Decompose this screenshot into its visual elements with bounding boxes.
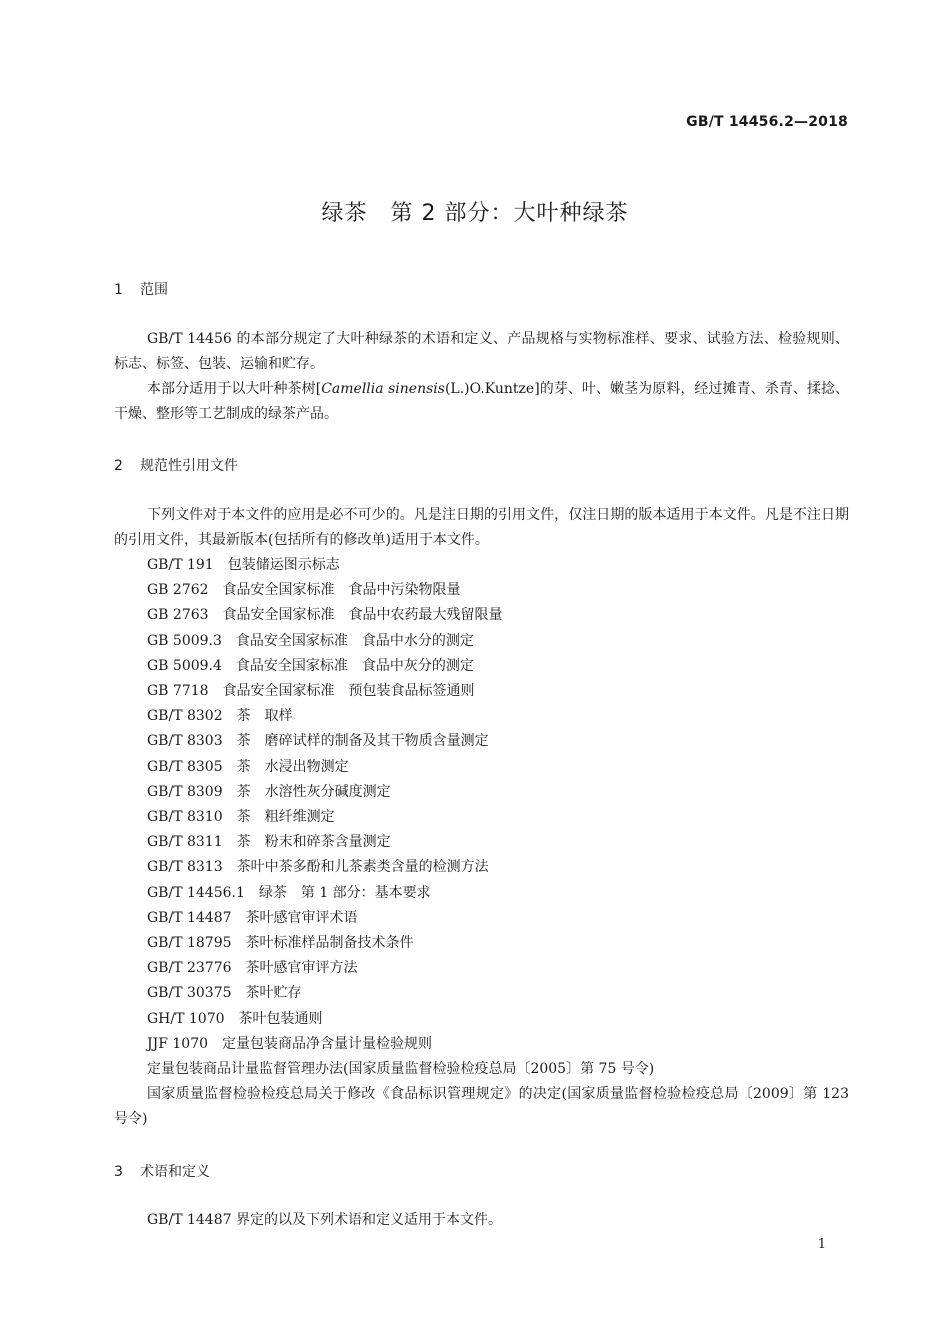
standard-code: GB/T 14456.2—2018 — [686, 114, 848, 130]
reference-item — [147, 855, 849, 880]
reference-code: GB/T 8309 — [147, 783, 223, 800]
reference-code: GB/T 8311 — [147, 834, 223, 851]
reference-code: GB 5009.4 — [147, 657, 222, 674]
section-title: 规范性引用文件 — [140, 458, 238, 474]
section-heading-normative-refs — [114, 455, 238, 475]
reference-item — [147, 931, 849, 956]
reference-item — [147, 1032, 849, 1057]
reference-item-extra-2: 国家质量监督检验检疫总局关于修改《食品标识管理规定》的决定(国家质量监督检验检疫总局〔2009〕第 123 号令) — [114, 1086, 849, 1127]
reference-title: 茶叶感官审评方法 — [245, 960, 358, 977]
reference-code: GB/T 8302 — [147, 708, 223, 725]
reference-item — [147, 805, 849, 830]
reference-code: GB/T 14487 — [147, 909, 232, 926]
reference-item — [147, 755, 849, 780]
section-number: 1 — [114, 282, 123, 298]
reference-item — [147, 956, 849, 981]
reference-title: 定量包装商品净含量计量检验规则 — [222, 1035, 433, 1052]
reference-title: 茶 粗纤维测定 — [236, 809, 335, 826]
scope-p2-post: (L.)O.Kuntze]的芽、叶、嫩茎为原料，经过摊青、杀青、揉捻、干燥、整形等工艺制成的绿茶产品。 — [114, 381, 849, 422]
reference-item — [147, 1007, 849, 1032]
section-number: 3 — [114, 1164, 123, 1180]
reference-code: GB 5009.3 — [147, 632, 222, 649]
reference-title: 食品安全国家标准 食品中农药最大残留限量 — [222, 607, 503, 624]
reference-code: GB/T 23776 — [147, 960, 232, 977]
reference-title: 绿茶 第 1 部分：基本要求 — [258, 884, 431, 901]
document-title: 绿茶 第 2 部分：大叶种绿茶 — [321, 201, 629, 226]
reference-title: 食品安全国家标准 预包装食品标签通则 — [222, 683, 475, 700]
reference-title: 食品安全国家标准 食品中污染物限量 — [222, 582, 461, 599]
reference-list — [147, 553, 849, 1082]
reference-title: 茶 水浸出物测定 — [236, 758, 349, 775]
reference-title: 茶叶包装通则 — [238, 1010, 323, 1027]
reference-item — [147, 553, 849, 578]
scope-paragraph-1: GB/T 14456 的本部分规定了大叶种绿茶的术语和定义、产品规格与实物标准样、要求、试验方法、检验规则、标志、标签、包装、运输和贮存。 — [114, 331, 849, 372]
scope-p2-pre: 本部分适用于以大叶种茶树[ — [147, 381, 322, 397]
reference-title: 茶叶中茶多酚和儿茶素类含量的检测方法 — [236, 859, 489, 876]
reference-code: GB/T 8305 — [147, 758, 223, 775]
normative-refs-intro: 下列文件对于本文件的应用是必不可少的。凡是注日期的引用文件，仅注日期的版本适用于本文件。凡是不注日期的引用文件，其最新版本(包括所有的修改单)适用于本文件。 — [114, 507, 849, 548]
reference-item — [147, 603, 849, 628]
reference-item — [147, 679, 849, 704]
reference-item — [147, 830, 849, 855]
reference-code: GB/T 191 — [147, 557, 214, 573]
reference-item — [147, 654, 849, 679]
section-number: 2 — [114, 458, 123, 474]
reference-title: 茶叶贮存 — [245, 985, 302, 1002]
reference-code: GB/T 30375 — [147, 985, 232, 1002]
reference-code: GB/T 8313 — [147, 859, 223, 876]
reference-code: GH/T 1070 — [147, 1010, 225, 1027]
section-title: 范围 — [140, 282, 168, 298]
terms-paragraph-1: GB/T 14487 界定的以及下列术语和定义适用于本文件。 — [147, 1212, 502, 1228]
latin-name: Camellia sinensis — [321, 381, 445, 397]
reference-code: GB 2762 — [147, 582, 209, 599]
reference-item — [147, 629, 849, 654]
scope-paragraph-2 — [114, 377, 849, 427]
reference-item — [147, 881, 849, 906]
reference-code: GB 2763 — [147, 607, 209, 624]
reference-item — [147, 704, 849, 729]
reference-code: GB/T 18795 — [147, 935, 232, 952]
reference-code: GB 7718 — [147, 683, 209, 700]
page-number: 1 — [817, 1237, 826, 1252]
reference-item — [147, 729, 849, 754]
reference-code: GB/T 8303 — [147, 733, 223, 750]
reference-item — [147, 780, 849, 805]
reference-title: 茶 水溶性灰分碱度测定 — [236, 783, 391, 800]
reference-item-extra: 定量包装商品计量监督管理办法(国家质量监督检验检疫总局〔2005〕第 75 号令) — [147, 1061, 655, 1078]
reference-code: GB/T 14456.1 — [147, 884, 245, 901]
reference-title: 食品安全国家标准 食品中水分的测定 — [235, 632, 474, 649]
reference-item — [147, 578, 849, 603]
reference-title: 茶叶感官审评术语 — [245, 909, 358, 926]
reference-title: 茶 取样 — [236, 708, 293, 725]
reference-title: 包装储运图示标志 — [227, 557, 340, 573]
reference-item — [147, 906, 849, 931]
reference-title: 茶叶标准样品制备技术条件 — [245, 935, 414, 952]
reference-code: GB/T 8310 — [147, 809, 223, 826]
reference-title: 茶 粉末和碎茶含量测定 — [236, 834, 391, 851]
reference-code: JJF 1070 — [147, 1035, 209, 1052]
reference-item — [147, 981, 849, 1006]
section-heading-scope — [114, 279, 168, 299]
section-heading-terms — [114, 1161, 210, 1181]
section-title: 术语和定义 — [140, 1164, 210, 1180]
reference-title: 茶 磨碎试样的制备及其干物质含量测定 — [236, 733, 489, 750]
reference-title: 食品安全国家标准 食品中灰分的测定 — [235, 657, 474, 674]
